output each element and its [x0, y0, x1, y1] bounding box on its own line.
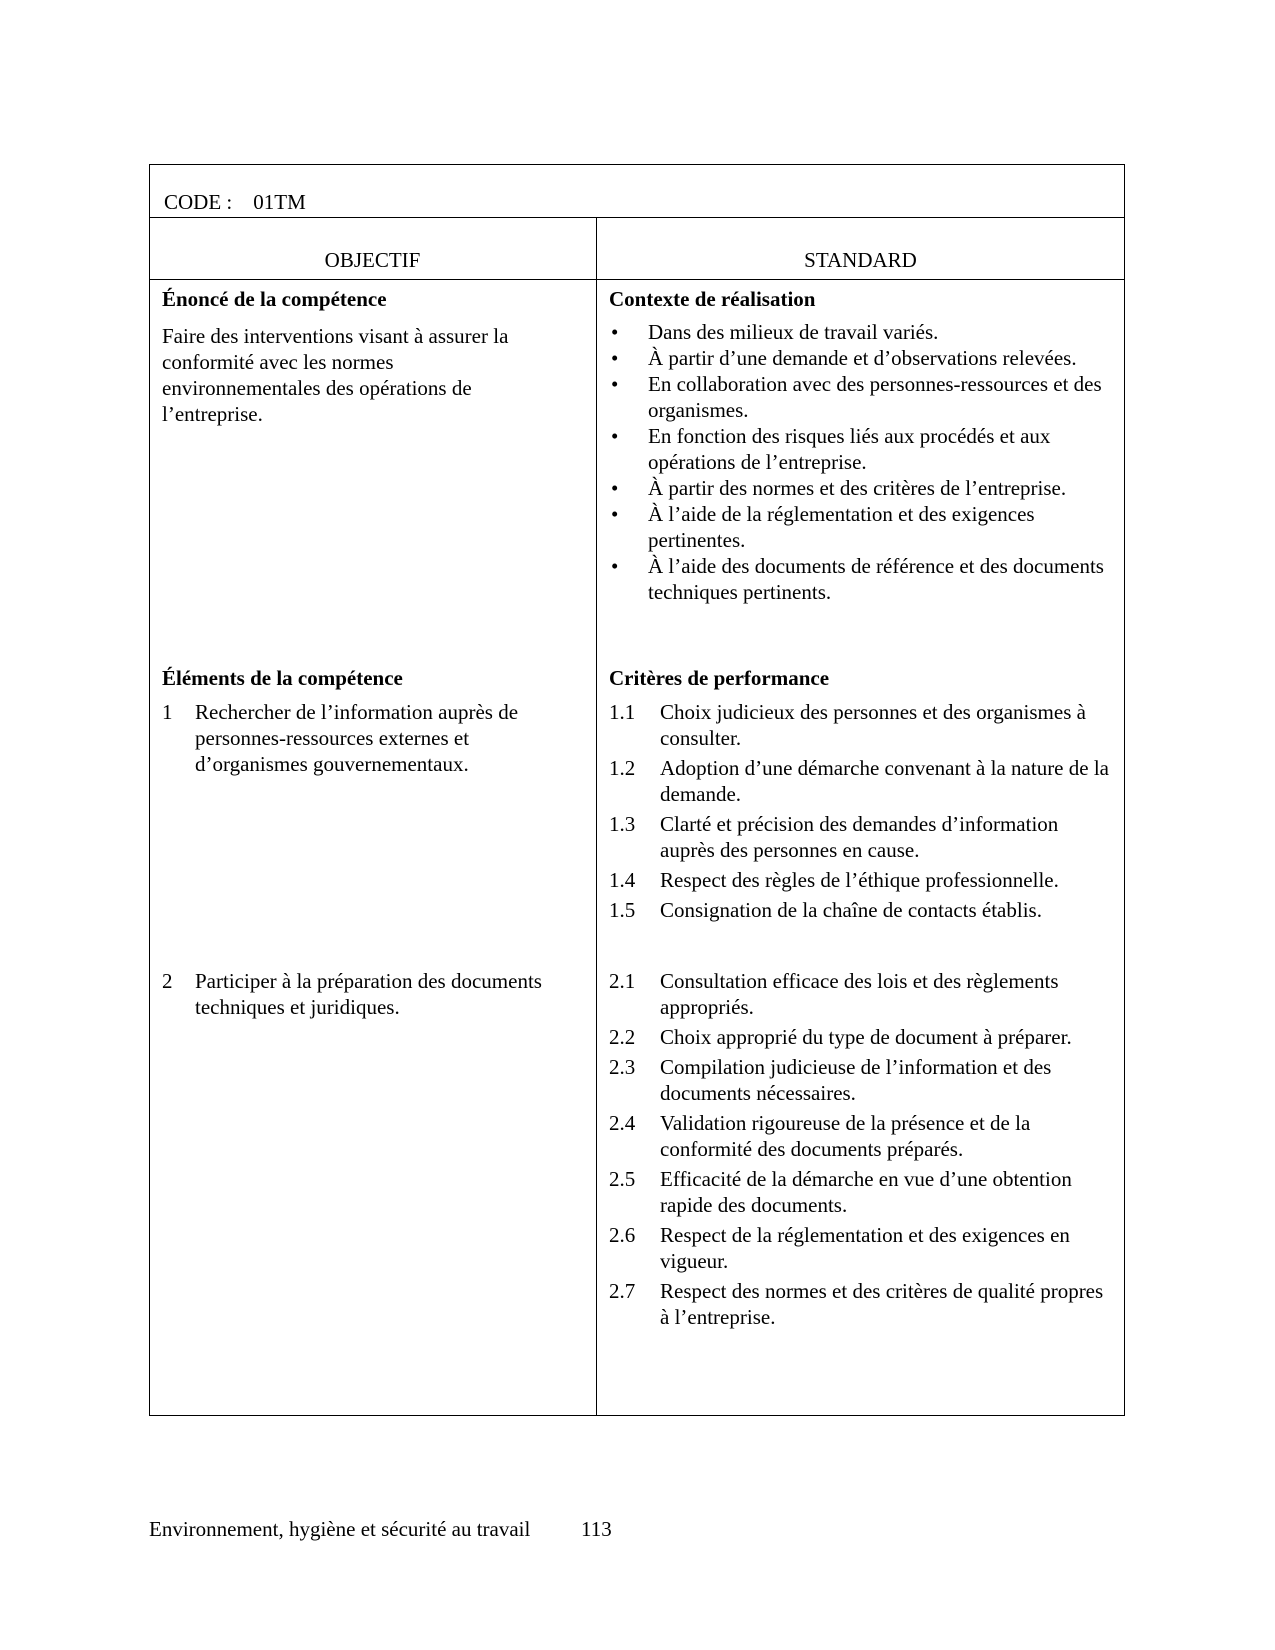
- critere-item: [609, 968, 1114, 1020]
- divider: [149, 279, 1125, 280]
- critere-text: Respect des règles de l’éthique professionnelle.: [660, 868, 1059, 892]
- contexte-item: [609, 501, 1114, 553]
- critere-number: 2.3: [609, 1055, 636, 1079]
- contexte-item: [609, 319, 1114, 345]
- criteres-title: Critères de performance: [609, 666, 830, 690]
- critere-text: Efficacité de la démarche en vue d’une obtention rapide des documents.: [660, 1167, 1072, 1217]
- bullet-icon: •: [611, 346, 619, 370]
- critere-item: [609, 1222, 1114, 1274]
- criteres-group-1: [609, 699, 1114, 927]
- critere-text: Choix approprié du type de document à préparer.: [660, 1025, 1072, 1049]
- bullet-icon: •: [611, 424, 619, 448]
- critere-number: 1.5: [609, 898, 636, 922]
- critere-text: Clarté et précision des demandes d’information auprès des personnes en cause.: [660, 812, 1059, 862]
- critere-text: Consignation de la chaîne de contacts établis.: [660, 898, 1042, 922]
- contexte-list: [609, 319, 1114, 605]
- critere-text: Consultation efficace des lois et des règlements appropriés.: [660, 969, 1059, 1019]
- bullet-icon: •: [611, 476, 619, 500]
- critere-text: Validation rigoureuse de la présence et de la conformité des documents préparés.: [660, 1111, 1031, 1161]
- contexte-item: [609, 345, 1114, 371]
- bullet-icon: •: [611, 320, 619, 344]
- critere-number: 1.3: [609, 812, 636, 836]
- critere-text: Compilation judicieuse de l’information et des documents nécessaires.: [660, 1055, 1052, 1105]
- standard-header: STANDARD: [804, 248, 917, 272]
- contexte-item-text: À l’aide des documents de référence et des documents techniques pertinents.: [648, 554, 1104, 604]
- element-text: Rechercher de l’information auprès de personnes-ressources externes et d’organismes gouvernementaux.: [195, 700, 519, 776]
- critere-number: 2.4: [609, 1111, 636, 1135]
- contexte-item: [609, 475, 1114, 501]
- code-line: [164, 189, 306, 215]
- critere-text: Respect de la réglementation et des exigences en vigueur.: [660, 1223, 1070, 1273]
- contexte-item-text: En collaboration avec des personnes-ressources et des organismes.: [648, 372, 1102, 422]
- critere-item: [609, 1166, 1114, 1218]
- critere-number: 1.2: [609, 756, 636, 780]
- criteres-group-2: [609, 968, 1114, 1334]
- critere-item: [609, 897, 1114, 923]
- critere-item: [609, 699, 1114, 751]
- contexte-title: Contexte de réalisation: [609, 287, 816, 311]
- bullet-icon: •: [611, 372, 619, 396]
- code-label: CODE :: [164, 190, 233, 214]
- element-text: Participer à la préparation des documents techniques et juridiques.: [195, 969, 542, 1019]
- critere-number: 2.1: [609, 969, 636, 993]
- footer-title: Environnement, hygiène et sécurité au travail: [149, 1517, 531, 1541]
- contexte-item-text: À partir des normes et des critères de l’entreprise.: [648, 476, 1067, 500]
- contexte-item: [609, 423, 1114, 475]
- critere-number: 2.5: [609, 1167, 636, 1191]
- critere-item: [609, 1110, 1114, 1162]
- bullet-icon: •: [611, 502, 619, 526]
- contexte-item: [609, 553, 1114, 605]
- critere-text: Respect des normes et des critères de qualité propres à l’entreprise.: [660, 1279, 1104, 1329]
- critere-number: 1.4: [609, 868, 636, 892]
- critere-number: 1.1: [609, 700, 636, 724]
- code-value: 01TM: [253, 190, 306, 214]
- critere-text: Choix judicieux des personnes et des organismes à consulter.: [660, 700, 1086, 750]
- elements-title: Éléments de la compétence: [162, 666, 403, 690]
- critere-item: [609, 811, 1114, 863]
- critere-number: 2.2: [609, 1025, 636, 1049]
- critere-number: 2.7: [609, 1279, 636, 1303]
- critere-text: Adoption d’une démarche convenant à la nature de la demande.: [660, 756, 1109, 806]
- element-item: [162, 699, 582, 777]
- divider: [596, 217, 597, 1416]
- contexte-item-text: Dans des milieux de travail variés.: [648, 320, 939, 344]
- contexte-item: [609, 371, 1114, 423]
- enonce-title: Énoncé de la compétence: [162, 287, 387, 311]
- element-item: [162, 968, 582, 1020]
- critere-item: [609, 1024, 1114, 1050]
- bullet-icon: •: [611, 554, 619, 578]
- enonce-text: Faire des interventions visant à assurer la conformité avec les normes environnementales des opérations de l’entreprise.: [162, 324, 509, 426]
- contexte-item-text: En fonction des risques liés aux procédés et aux opérations de l’entreprise.: [648, 424, 1051, 474]
- page-number: 113: [581, 1517, 612, 1541]
- contexte-item-text: À l’aide de la réglementation et des exigences pertinentes.: [648, 502, 1035, 552]
- critere-item: [609, 867, 1114, 893]
- objectif-header: OBJECTIF: [324, 248, 421, 272]
- element-number: 2: [162, 969, 173, 993]
- critere-item: [609, 1278, 1114, 1330]
- critere-item: [609, 755, 1114, 807]
- contexte-item-text: À partir d’une demande et d’observations relevées.: [648, 346, 1077, 370]
- critere-number: 2.6: [609, 1223, 636, 1247]
- critere-item: [609, 1054, 1114, 1106]
- divider: [149, 217, 1125, 218]
- element-number: 1: [162, 700, 173, 724]
